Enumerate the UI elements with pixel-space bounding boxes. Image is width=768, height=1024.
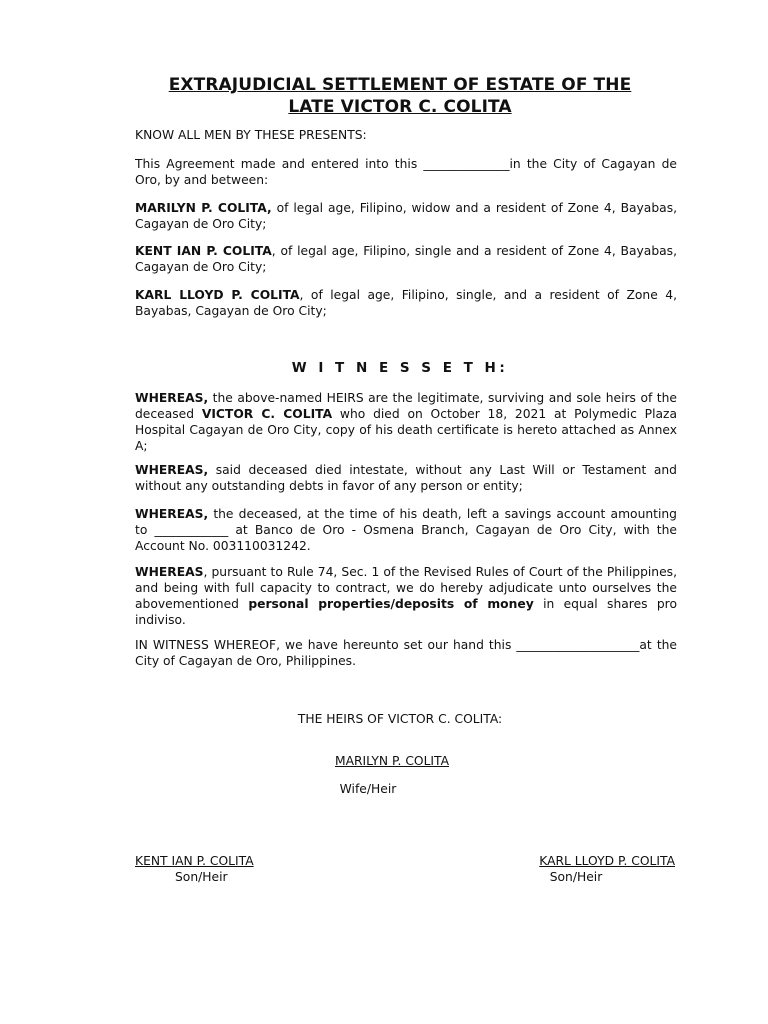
property-description: personal properties/deposits of money (248, 597, 534, 611)
whereas-lead: WHEREAS, (135, 463, 209, 477)
signatory-name: KENT IAN P. COLITA (135, 854, 254, 868)
whereas-lead: WHEREAS, (135, 507, 209, 521)
party-name: KENT IAN P. COLITA (135, 244, 272, 258)
title-line-1: EXTRAJUDICIAL SETTLEMENT OF ESTATE OF THE (168, 75, 632, 95)
whereas-paragraph-1 (135, 390, 677, 454)
signature-block-son1 (135, 853, 290, 869)
signature-block-son2 (495, 853, 675, 869)
signatory-role-wife: Wife/Heir (339, 782, 397, 796)
party-paragraph-3 (135, 287, 677, 319)
whereas-text: said deceased died intestate, without any Last Will or Testament and without any outstanding debts in favor of any person or entity; (135, 463, 677, 493)
agreement-paragraph (135, 156, 677, 188)
signatory-role-son1: Son/Heir (175, 870, 228, 884)
in-witness-paragraph (135, 637, 677, 669)
party-desc: , of legal age, Filipino, single, and a resident of Zone 4, Bayabas, Cagayan de Oro City; (135, 288, 677, 318)
in-witness-text: IN WITNESS WHEREOF, we have hereunto set our hand this ____________________at the City of Cagayan de Oro, Philippines. (135, 638, 677, 668)
party-paragraph-2 (135, 243, 677, 275)
heirs-heading: THE HEIRS OF VICTOR C. COLITA: (297, 712, 503, 726)
whereas-paragraph-4 (135, 564, 677, 628)
party-name: KARL LLOYD P. COLITA (135, 288, 300, 302)
party-desc: of legal age, Filipino, widow and a resident of Zone 4, Bayabas, Cagayan de Oro City; (135, 201, 678, 231)
document-title (120, 74, 680, 118)
title-line-2: LATE VICTOR C. COLITA (288, 97, 512, 117)
signatory-name: KARL LLOYD P. COLITA (539, 854, 675, 868)
whereas-text: the above-named HEIRS are the legitimate, surviving and sole heirs of the deceased (135, 391, 677, 421)
whereas-lead: WHEREAS, (135, 391, 209, 405)
party-desc: , of legal age, Filipino, single and a resident of Zone 4, Bayabas, Cagayan de Oro City; (135, 244, 677, 274)
deceased-name: VICTOR C. COLITA (201, 407, 333, 421)
whereas-text: the deceased, at the time of his death, left a savings account amounting to ____________ at Banco de Oro - Osmena Branch, Cagayan de Oro City, with the Account No. 003110031242. (135, 507, 677, 553)
intro-text: KNOW ALL MEN BY THESE PRESENTS: (135, 128, 367, 142)
party-name: MARILYN P. COLITA, (135, 201, 272, 215)
signatory-name: MARILYN P. COLITA (334, 754, 450, 768)
witnesseth-heading: W I T N E S S E T H: (291, 360, 509, 376)
whereas-paragraph-3 (135, 506, 677, 554)
signatory-role-son2: Son/Heir (549, 870, 603, 884)
whereas-lead: WHEREAS (135, 565, 204, 579)
agreement-text: This Agreement made and entered into this ______________in the City of Cagayan de Oro, by and between: (135, 157, 677, 187)
party-paragraph-1 (135, 200, 677, 232)
intro-paragraph (135, 127, 677, 143)
signature-block-wife (292, 753, 492, 769)
whereas-text: who died on October 18, 2021 at Polymedic Plaza Hospital Cagayan de Oro City, copy of his death certificate is hereto attached as Annex A; (135, 407, 678, 453)
whereas-paragraph-2 (135, 462, 677, 494)
whereas-text: , pursuant to Rule 74, Sec. 1 of the Revised Rules of Court of the Philippines, and being with full capacity to contract, we do hereby adjudicate unto ourselves the abovementioned (135, 565, 677, 611)
whereas-text: in equal shares pro indiviso. (135, 597, 677, 627)
